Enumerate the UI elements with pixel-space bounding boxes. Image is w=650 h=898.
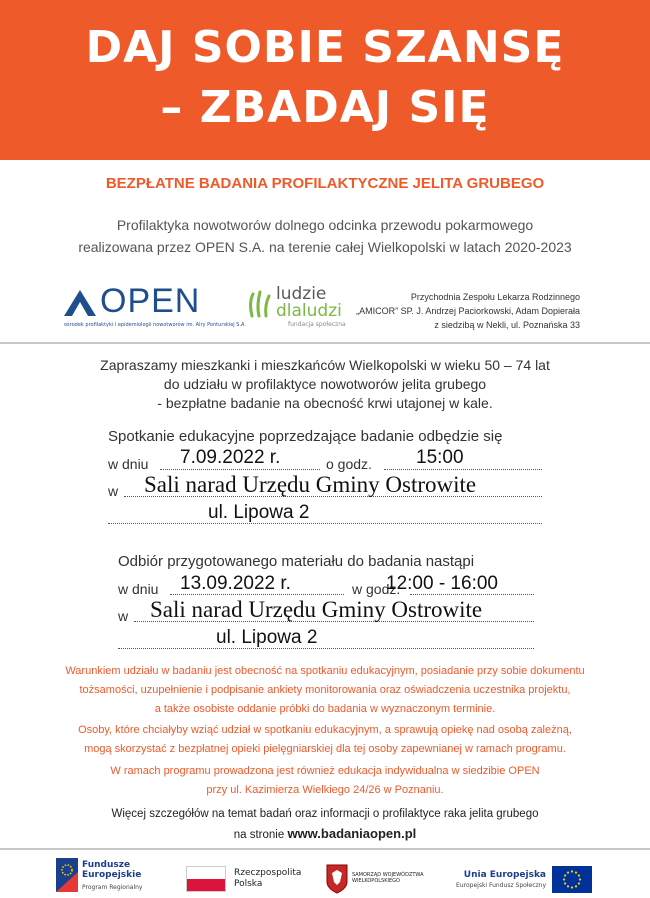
meeting-time-value: 15:00 [416, 447, 464, 468]
sw-text2: WIELKOPOLSKIEGO [352, 878, 400, 884]
rp-text2: Polska [234, 879, 263, 889]
more-info-line2 [0, 824, 650, 845]
voivodeship-eagle-icon [326, 864, 348, 894]
meeting-date-value: 7.09.2022 r. [180, 447, 281, 468]
divider-bottom [0, 848, 650, 850]
polish-flag-icon [186, 866, 226, 892]
pickup-date-label: w dniu [118, 581, 159, 597]
website-link[interactable]: www.badaniaopen.pl [287, 826, 417, 841]
header-banner [0, 0, 650, 160]
note-care-line2: mogą skorzystać z bezpłatnej opieki pielęgniarskiej dla tej osoby zapewnianej w ramach programu. [84, 743, 566, 755]
pickup-date-value: 13.09.2022 r. [180, 573, 291, 594]
pickup-heading: Odbiór przygotowanego materiału do badania nastąpi [118, 553, 475, 570]
note-education-line1: W ramach programu prowadzona jest również edukacja indywidualna w siedzibie OPEN [110, 765, 540, 777]
fundacja-caption: fundacja społeczna [288, 321, 346, 328]
meeting-time-line [384, 469, 542, 470]
pickup-place-label: w [118, 608, 129, 624]
meeting-address-value: ul. Lipowa 2 [208, 502, 310, 523]
meeting-place-label: w [108, 483, 119, 499]
eu-flag-icon [552, 866, 592, 893]
samorzad-logo [326, 864, 436, 894]
pickup-time-value: 12:00 - 16:00 [386, 573, 498, 594]
note-conditions-line1: Warunkiem udziału w badaniu jest obecność na spotkaniu edukacyjnym, posiadanie przy sobie dokumentu [65, 665, 585, 677]
clinic-info [330, 290, 580, 332]
banner-title-line1: DAJ SOBIE SZANSĘ [85, 22, 565, 73]
hands-icon [248, 290, 272, 318]
fe-text3: Program Regionalny [82, 884, 143, 891]
meeting-place-value: Sali narad Urzędu Gminy Ostrowite [144, 472, 477, 497]
invite-line1: Zapraszamy mieszkanki i mieszkańców Wielkopolski w wieku 50 – 74 lat [100, 357, 550, 373]
more-info-prefix: na stronie [233, 829, 288, 841]
open-logo-tagline: ośrodek profilaktyki i epidemiologii nowotworów im. Alry Ponturskiej S.A. [64, 322, 246, 328]
note-care [0, 721, 650, 759]
ludzie-word: ludzie [276, 284, 327, 304]
note-conditions-line3: a także osobiste oddanie próbki do badania w wyznaczonym terminie. [154, 703, 496, 715]
pickup-time-label: w godz. [352, 581, 401, 597]
unia-europejska-logo [456, 866, 596, 894]
note-education [0, 762, 650, 800]
ue-text1: Unia Europejska [463, 870, 546, 880]
meeting-address-line [108, 523, 542, 524]
pickup-place-value: Sali narad Urzędu Gminy Ostrowite [150, 597, 483, 622]
meeting-date-line [160, 469, 320, 470]
meeting-time-label: o godz. [326, 456, 372, 472]
note-conditions-line2: tożsamości, uzupełnienie i podpisanie ankiety monitorowania oraz oświadczenia uczestnika projektu, [79, 684, 571, 696]
rp-text1: Rzeczpospolita [234, 868, 302, 878]
note-care-line1: Osoby, które chciałyby wziąć udział w spotkaniu edukacyjnym, a sprawują opiekę nad osobą zależną, [78, 724, 572, 736]
rzeczpospolita-logo [186, 866, 302, 894]
invite-line2: do udziału w profilaktyce nowotworów jelita grubego [163, 376, 487, 392]
fe-text1: Fundusze [82, 860, 131, 870]
ue-text2: Europejski Fundusz Społeczny [456, 882, 546, 889]
fundusze-europejskie-icon [56, 858, 78, 892]
fe-text2: Europejskie [82, 870, 142, 880]
more-info-line1: Więcej szczegółów na temat badań oraz informacji o profilaktyce raka jelita grubego [111, 808, 539, 820]
divider-top [0, 342, 650, 344]
note-education-line2: przy ul. Kazimierza Wielkiego 24/26 w Poznaniu. [206, 784, 444, 796]
clinic-line1: Przychodnia Zespołu Lekarza Rodzinnego [410, 292, 580, 302]
clinic-line3: z siedzibą w Nekli, ul. Poznańska 33 [434, 320, 580, 330]
open-logo-icon [64, 286, 96, 316]
invitation [0, 356, 650, 413]
open-logo [64, 282, 246, 332]
clinic-line2: „AMICOR” SP. J. Andrzej Paciorkowski, Adam Dopierała [356, 306, 580, 316]
sw-text1: SAMORZĄD WOJEWÓDZTWA [352, 872, 424, 878]
intro-line2: realizowana przez OPEN S.A. na terenie całej Wielkopolski w latach 2020-2023 [78, 239, 572, 255]
pickup-address-line [118, 648, 534, 649]
banner-title-line2: – ZBADAJ SIĘ [160, 82, 490, 133]
dlaludzi-word: dlaludzi [276, 301, 342, 321]
more-info [0, 804, 650, 845]
meeting-date-label: w dniu [108, 456, 149, 472]
note-conditions [0, 662, 650, 719]
fundusze-europejskie-logo [56, 858, 166, 894]
pickup-address-value: ul. Lipowa 2 [216, 627, 318, 648]
meeting-heading: Spotkanie edukacyjne poprzedzające badanie odbędzie się [108, 428, 503, 445]
subtitle: BEZPŁATNE BADANIA PROFILAKTYCZNE JELITA GRUBEGO [105, 175, 545, 192]
intro-line1: Profilaktyka nowotworów dolnego odcinka przewodu pokarmowego [116, 217, 534, 233]
invite-line3: - bezpłatne badanie na obecność krwi utajonej w kale. [157, 395, 493, 411]
open-logo-word: OPEN [100, 282, 201, 320]
